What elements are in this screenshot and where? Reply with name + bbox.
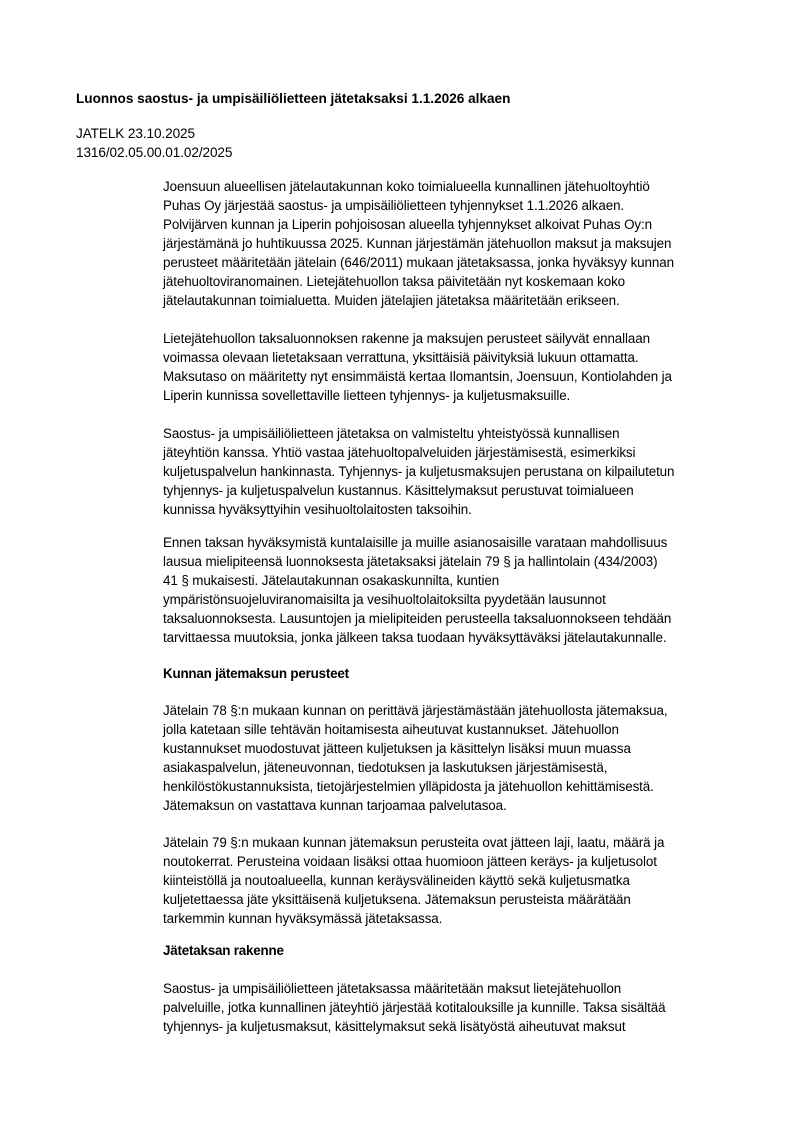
text-line: Jätelain 79 §:n mukaan kunnan jätemaksun perusteita ovat jätteen laji, laatu, määrä ja <box>163 835 665 850</box>
text-line: Polvijärven kunnan ja Liperin pohjoisosan alueella tyhjennykset alkoivat Puhas Oy:n <box>163 217 652 232</box>
text-line: Puhas Oy järjestää saostus- ja umpisäiliölietteen tyhjennykset 1.1.2026 alkaen. <box>163 198 625 213</box>
text-line: kunnissa hyväksyttyihin vesihuoltolaitosten taksoihin. <box>163 502 472 517</box>
text-line: jätelautakunnan toimialuetta. Muiden jätelajien jätetaksa määritetään erikseen. <box>163 293 620 308</box>
text-line: järjestämänä jo huhtikuussa 2025. Kunnan järjestämän jätehuollon maksut ja maksujen <box>163 236 672 251</box>
text-line: kuljetettaessa jäte yksittäisenä kuljetuksena. Jätemaksun perusteista määrätään <box>163 892 631 907</box>
meeting-date: JATELK 23.10.2025 <box>76 126 195 141</box>
text-line: perusteet määritetään jätelain (646/2011) mukaan jätetaksassa, jonka hyväksyy kunnan <box>163 255 674 270</box>
text-line: jolla katetaan sille tehtävän hoitamisesta aiheutuvat kustannukset. Jätehuollon <box>163 722 619 737</box>
text-line: kuljetuspalvelun hankinnasta. Tyhjennys- ja kuljetusmaksujen perustana on kilpailutetun <box>163 464 675 479</box>
document-title: Luonnos saostus- ja umpisäiliölietteen jätetaksaksi 1.1.2026 alkaen <box>76 91 511 106</box>
text-line: Saostus- ja umpisäiliölietteen jätetaksassa määritetään maksut lietejätehuollon <box>163 981 622 996</box>
text-line: Liperin kunnissa sovellettaville lietteen tyhjennys- ja kuljetusmaksuille. <box>163 388 571 403</box>
text-line: tarkemmin kunnan hyväksymässä jätetaksassa. <box>163 911 443 926</box>
text-line: Lietejätehuollon taksaluonnoksen rakenne ja maksujen perusteet säilyvät ennallaan <box>163 331 650 346</box>
text-line: asiakaspalvelun, jäteneuvonnan, tiedotuksen ja laskutuksen järjestämisestä, <box>163 760 608 775</box>
text-line: Joensuun alueellisen jätelautakunnan koko toimialueella kunnallinen jätehuoltoyhtiö <box>163 179 650 194</box>
text-line: Saostus- ja umpisäiliölietteen jätetaksa on valmisteltu yhteistyössä kunnallisen <box>163 426 620 441</box>
text-line: noutokerrat. Perusteina voidaan lisäksi ottaa huomioon jätteen keräys- ja kuljetusolot <box>163 854 657 869</box>
text-line: kiinteistöllä ja noutoalueella, kunnan keräysvälineiden käyttö sekä kuljetusmatka <box>163 873 630 888</box>
text-line: Jätemaksun on vastattava kunnan tarjoamaa palvelutasoa. <box>163 798 507 813</box>
text-line: Maksutaso on määritetty nyt ensimmäistä kertaa Ilomantsin, Joensuun, Kontiolahden ja <box>163 369 672 384</box>
text-line: tyhjennys- ja kuljetuspalvelun kustannus. Käsittelymaksut perustuvat toimialueen <box>163 483 634 498</box>
text-line: lausua mielipiteensä luonnoksesta jätetaksaksi jätelain 79 § ja hallintolain (434/2003) <box>163 554 658 569</box>
text-line: henkilöstökustannuksista, tietojärjestelmien ylläpidosta ja jätehuollon kehittämisestä. <box>163 779 654 794</box>
text-line: tarvittaessa muutoksia, jonka jälkeen taksa tuodaan hyväksyttäväksi jätelautakunnalle. <box>163 630 667 645</box>
text-line: kustannukset muodostuvat jätteen kuljetuksen ja käsittelyn lisäksi muun muassa <box>163 741 631 756</box>
text-line: ympäristönsuojeluviranomaisilta ja vesihuoltolaitoksilta pyydetään lausunnot <box>163 592 606 607</box>
text-line: voimassa olevaan lietetaksaan verrattuna, yksittäisiä päivityksiä lukuun ottamatta. <box>163 350 639 365</box>
text-line: 41 § mukaisesti. Jätelautakunnan osakaskunnilta, kuntien <box>163 573 500 588</box>
text-line: Jätelain 78 §:n mukaan kunnan on perittävä järjestämästään jätehuollosta jätemaksua, <box>163 703 668 718</box>
reference-number: 1316/02.05.00.01.02/2025 <box>76 145 233 160</box>
text-line: tyhjennys- ja kuljetusmaksut, käsittelymaksut sekä lisätyöstä aiheutuvat maksut <box>163 1019 626 1034</box>
section-heading: Kunnan jätemaksun perusteet <box>163 666 349 681</box>
text-line: jäteyhtiön kanssa. Yhtiö vastaa jätehuoltopalveluiden järjestämisestä, esimerkiksi <box>163 445 636 460</box>
text-line: jätehuoltoviranomainen. Lietejätehuollon taksa päivitetään nyt koskemaan koko <box>163 274 626 289</box>
section-heading: Jätetaksan rakenne <box>163 943 284 958</box>
text-line: taksaluonnoksesta. Lausuntojen ja mielipiteiden perusteella taksaluonnokseen tehdään <box>163 611 672 626</box>
text-line: palveluille, jotka kunnallinen jäteyhtiö järjestää kotitalouksille ja kunnille. Taksa sisältää <box>163 1000 666 1015</box>
text-line: Ennen taksan hyväksymistä kuntalaisille ja muille asianosaisille varataan mahdollisuus <box>163 535 668 550</box>
